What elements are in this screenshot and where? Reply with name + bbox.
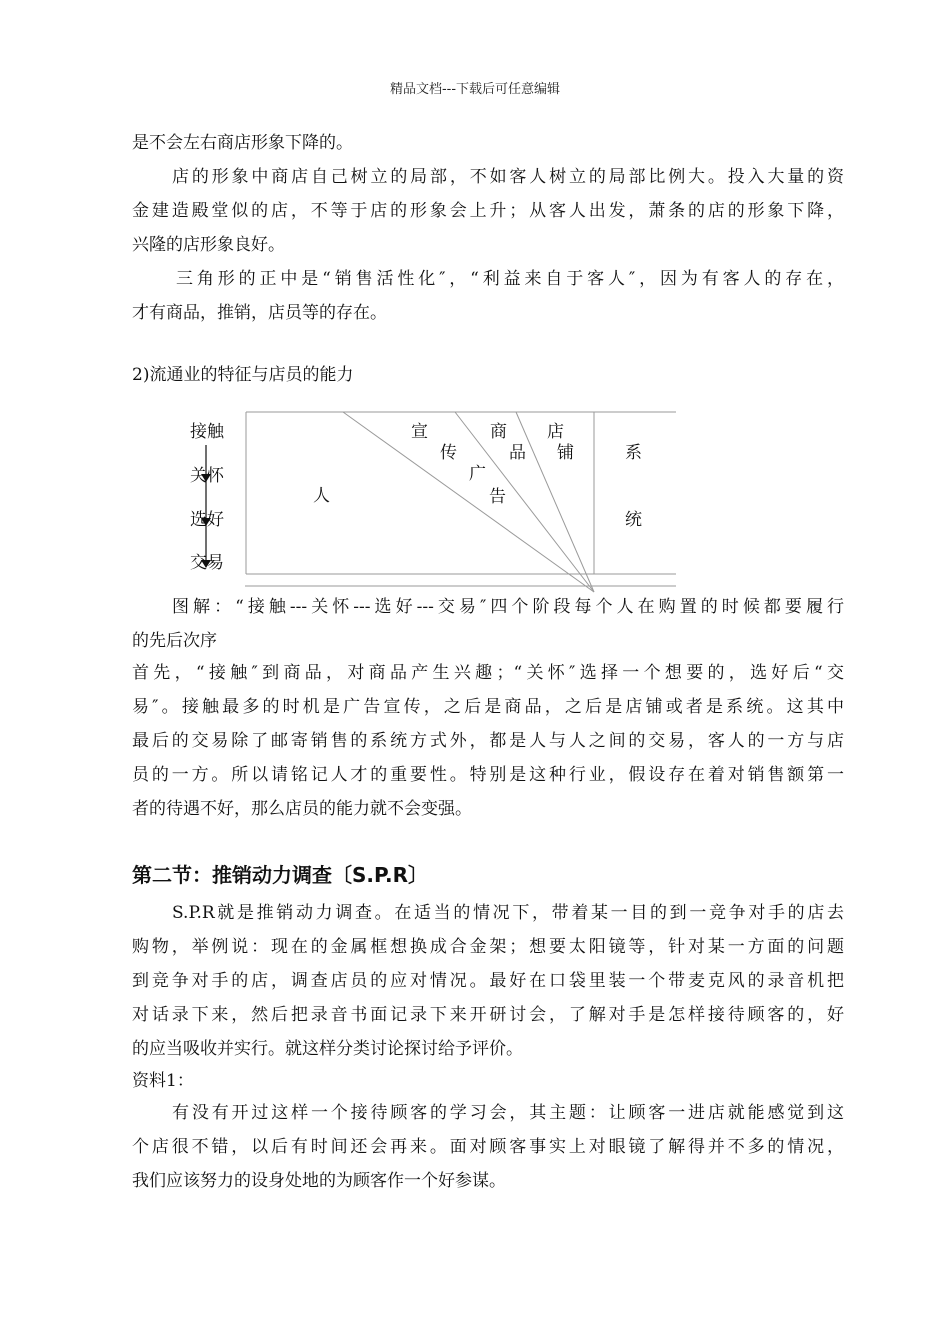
text-line: 到竞争对手的店，调查店员的应对情况。最好在口袋里装一个带麦克风的录音机把 [132,971,844,991]
stage-care: 关怀 [190,466,224,486]
text-line: 金建造殿堂似的店，不等于店的形象会上升；从客人出发，萧条的店的形象下降， [132,201,844,221]
text-line: 购物，举例说：现在的金属框想换成合金架；想要太阳镜等，针对某一方面的问题 [132,937,844,957]
label-system-char: 系 [625,443,642,463]
label-shop-char: 铺 [557,443,574,463]
caption-line: 图解：“接触---关怀---选好---交易″四个阶段每个人在购置的时候都要履行 [172,597,844,617]
section-title: 第二节：推销动力调查〔S.P.R〕 [132,863,428,887]
page-header: 精品文档---下载后可任意编辑 [389,82,561,97]
label-shop-char: 店 [547,422,564,442]
diagonal-goods [455,412,594,592]
diagram-lines [245,412,676,592]
text-line: 我们应该努力的设身处地的为顾客作一个好参谋。 [132,1171,506,1191]
label-goods-char: 品 [509,443,526,463]
text-line: S.P.R就是推销动力调查。在适当的情况下，带着某一目的到一竞争对手的店去 [172,903,844,923]
text-line: 店的形象中商店自己树立的局部，不如客人树立的局部比例大。投入大量的资 [172,167,844,187]
stage-arrows [201,445,211,568]
text-line: 首先，“接触″到商品，对商品产生兴趣；“关怀″选择一个想要的，选好后“交 [132,663,844,683]
text-line: 三角形的正中是“销售活性化″，“利益来自于客人″，因为有客人的存在， [176,269,844,289]
label-ad-char: 广 [469,464,486,484]
text-line: 易″。接触最多的时机是广告宣传，之后是商品，之后是店铺或者是系统。这其中 [132,697,844,717]
text-line: 有没有开过这样一个接待顾客的学习会，其主题：让顾客一进店就能感觉到这 [172,1103,844,1123]
label-ad-char: 宣 [411,422,428,442]
text-line: 兴隆的店形象良好。 [132,235,285,255]
caption-line: 的先后次序 [132,631,217,651]
text-line: 者的待遇不好，那么店员的能力就不会变强。 [132,799,472,819]
label-person: 人 [313,486,330,506]
label-ad-char: 传 [440,443,457,463]
stage-contact: 接触 [190,422,224,442]
text-line: 个店很不错，以后有时间还会再来。面对顾客事实上对眼镜了解得并不多的情况， [132,1137,844,1157]
text-line: 对话录下来，然后把录音书面记录下来开研讨会，了解对手是怎样接待顾客的，好 [132,1005,844,1025]
material-label: 资料1： [132,1071,194,1091]
stage-trade: 交易 [190,553,224,573]
text-line: 才有商品，推销，店员等的存在。 [132,303,387,323]
label-ad-char: 告 [489,487,506,507]
text-line: 员的一方。所以请铭记人才的重要性。特别是这种行业，假设存在着对销售额第一 [132,765,844,785]
label-system-char: 统 [625,510,642,530]
text-line: 最后的交易除了邮寄销售的系统方式外，都是人与人之间的交易，客人的一方与店 [132,731,844,751]
sales-stage-diagram [0,0,950,600]
text-line: 是不会左右商店形象下降的。 [132,133,353,153]
stage-choose: 选好 [190,510,224,530]
text-line: 的应当吸收并实行。就这样分类讨论探讨给予评价。 [132,1039,523,1059]
subheading: 2)流通业的特征与店员的能力 [132,365,354,385]
label-goods-char: 商 [490,422,507,442]
